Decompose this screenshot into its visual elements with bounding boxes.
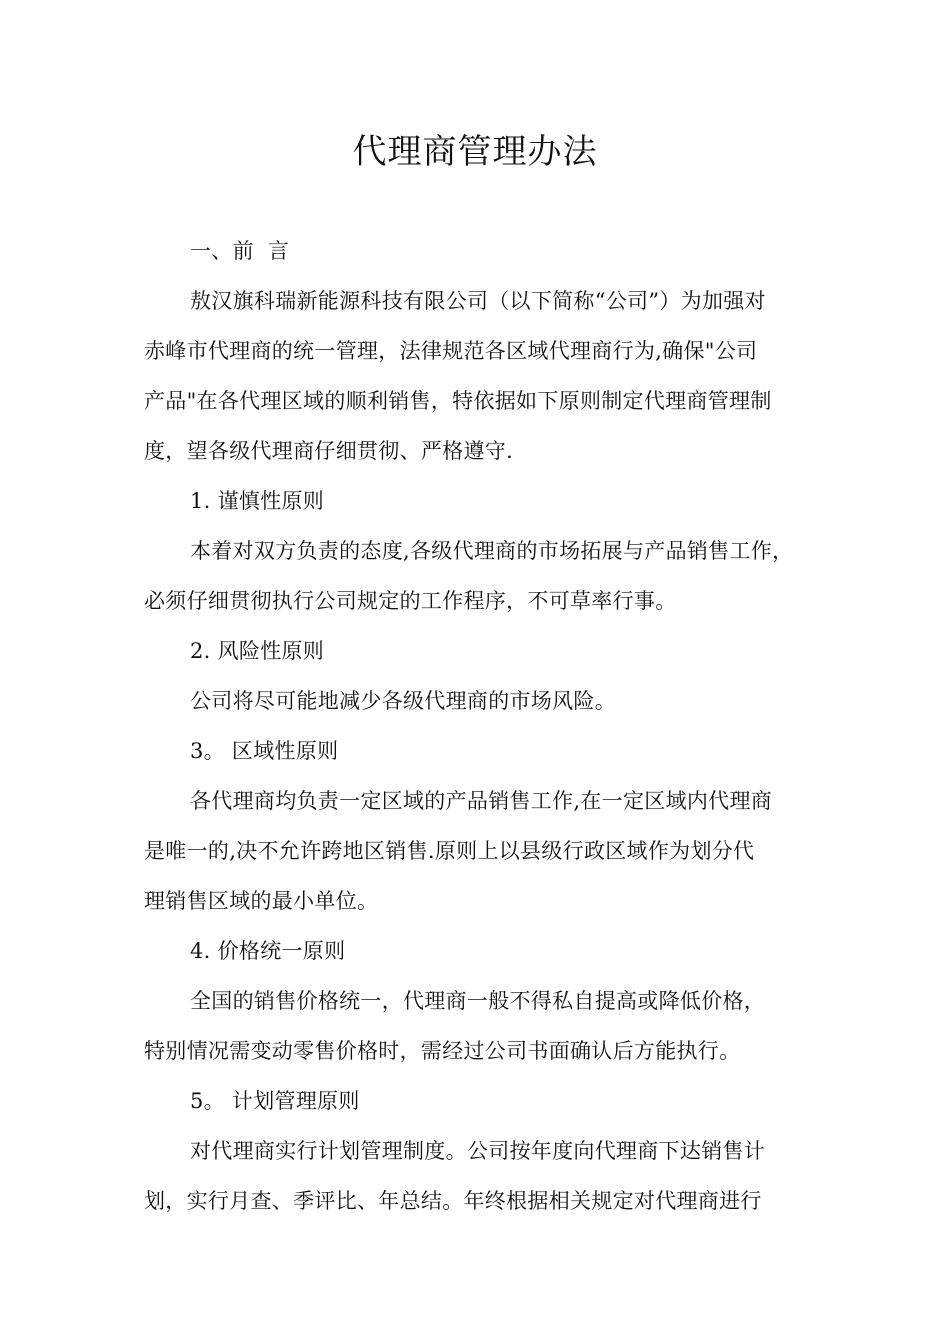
principle-5-line-1: 对代理商实行计划管理制度。公司按年度向代理商下达销售计 [190, 1139, 766, 1163]
principle-5-heading: 5。 计划管理原则 [190, 1089, 360, 1113]
intro-line-2: 赤峰市代理商的统一管理，法律规范各区域代理商行为,确保"公司 [144, 339, 758, 363]
principle-4-line-2: 特别情况需变动零售价格时，需经过公司书面确认后方能执行。 [144, 1039, 741, 1063]
principle-3-line-2: 是唯一的,决不允许跨地区销售.原则上以县级行政区域作为划分代 [144, 839, 755, 863]
principle-3-line-1: 各代理商均负责一定区域的产品销售工作,在一定区域内代理商 [190, 789, 773, 813]
principle-4-heading: 4. 价格统一原则 [190, 939, 346, 963]
principle-1-line-2: 必须仔细贯彻执行公司规定的工作程序，不可草率行事。 [144, 589, 677, 613]
intro-line-1: 敖汉旗科瑞新能源科技有限公司（以下简称“公司”）为加强对 [190, 289, 766, 313]
principle-1-line-1: 本着对双方负责的态度,各级代理商的市场拓展与产品销售工作， [190, 539, 794, 563]
section-heading-preface: 一、前 言 [190, 239, 290, 263]
principle-3-line-3: 理销售区域的最小单位。 [144, 889, 379, 913]
document-title: 代理商管理办法 [352, 132, 598, 172]
principle-5-line-2: 划，实行月查、季评比、年总结。年终根据相关规定对代理商进行 [144, 1189, 762, 1213]
principle-4-line-1: 全国的销售价格统一，代理商一般不得私自提高或降低价格， [190, 989, 766, 1013]
intro-line-3: 产品"在各代理区域的顺利销售，特依据如下原则制定代理商管理制 [144, 389, 772, 413]
intro-line-4: 度，望各级代理商仔细贯彻、严格遵守. [144, 439, 514, 463]
document-body [144, 226, 816, 1226]
principle-3-heading: 3。 区域性原则 [190, 739, 339, 763]
principle-1-heading: 1. 谨慎性原则 [190, 489, 325, 513]
principle-2-line-1: 公司将尽可能地减少各级代理商的市场风险。 [190, 689, 616, 713]
principle-2-heading: 2. 风险性原则 [190, 639, 325, 663]
